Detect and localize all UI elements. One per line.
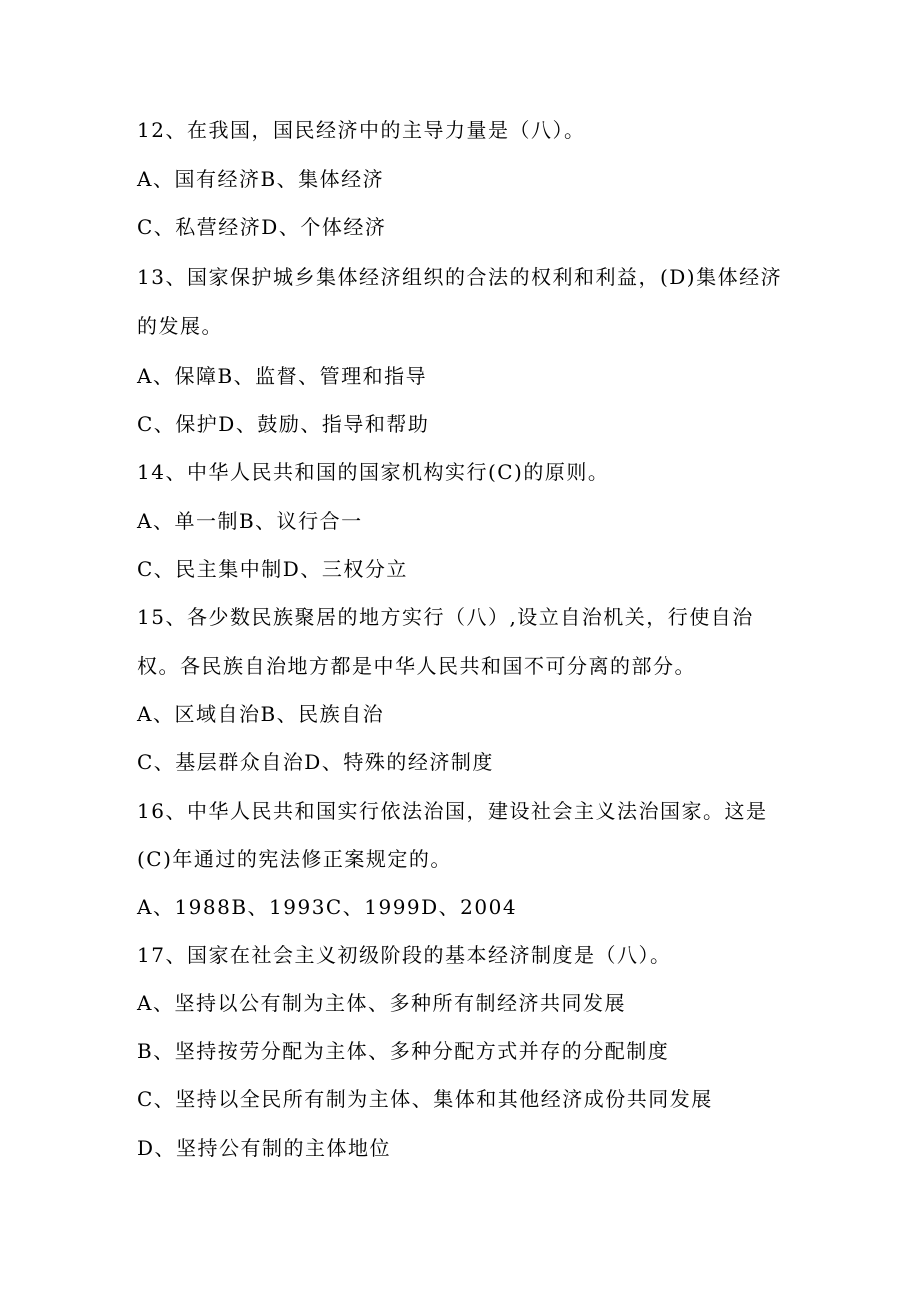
- question-16-options: A、1988B、1993C、1999D、2004: [137, 895, 518, 919]
- question-14-options-ab: A、单一制B、议行合一: [137, 509, 363, 533]
- question-15-options-cd: C、基层群众自治D、特殊的经济制度: [137, 750, 494, 774]
- question-13-stem-line-2: 的发展。: [137, 314, 223, 338]
- question-15-stem-line-1: 15、各少数民族聚居的地方实行（八）,设立自治机关，行使自治: [137, 605, 754, 629]
- question-12-stem: 12、在我国，国民经济中的主导力量是（八）。: [137, 118, 586, 142]
- question-15-stem-line-2: 权。各民族自治地方都是中华人民共和国不可分离的部分。: [137, 654, 696, 678]
- question-17-option-d: D、坚持公有制的主体地位: [137, 1136, 392, 1160]
- question-17-option-c: C、坚持以全民所有制为主体、集体和其他经济成份共同发展: [137, 1087, 713, 1111]
- question-13-options-ab: A、保障B、监督、管理和指导: [137, 364, 428, 388]
- question-14-stem: 14、中华人民共和国的国家机构实行(C)的原则。: [137, 460, 610, 484]
- question-17-option-a: A、坚持以公有制为主体、多种所有制经济共同发展: [137, 991, 626, 1015]
- question-12-options-cd: C、私营经济D、个体经济: [137, 215, 387, 239]
- question-13-options-cd: C、保护D、鼓励、指导和帮助: [137, 412, 430, 436]
- question-16-stem-line-1: 16、中华人民共和国实行依法治国，建设社会主义法治国家。这是: [137, 799, 768, 823]
- question-13-stem-line-1: 13、国家保护城乡集体经济组织的合法的权利和利益，(D)集体经济: [137, 265, 783, 289]
- question-12-options-ab: A、国有经济B、集体经济: [137, 167, 385, 191]
- question-15-options-ab: A、区域自治B、民族自治: [137, 702, 385, 726]
- question-14-options-cd: C、民主集中制D、三权分立: [137, 557, 408, 581]
- question-17-stem: 17、国家在社会主义初级阶段的基本经济制度是（八）。: [137, 943, 672, 967]
- question-16-stem-line-2: (C)年通过的宪法修正案规定的。: [137, 847, 452, 871]
- question-17-option-b: B、坚持按劳分配为主体、多种分配方式并存的分配制度: [137, 1039, 670, 1063]
